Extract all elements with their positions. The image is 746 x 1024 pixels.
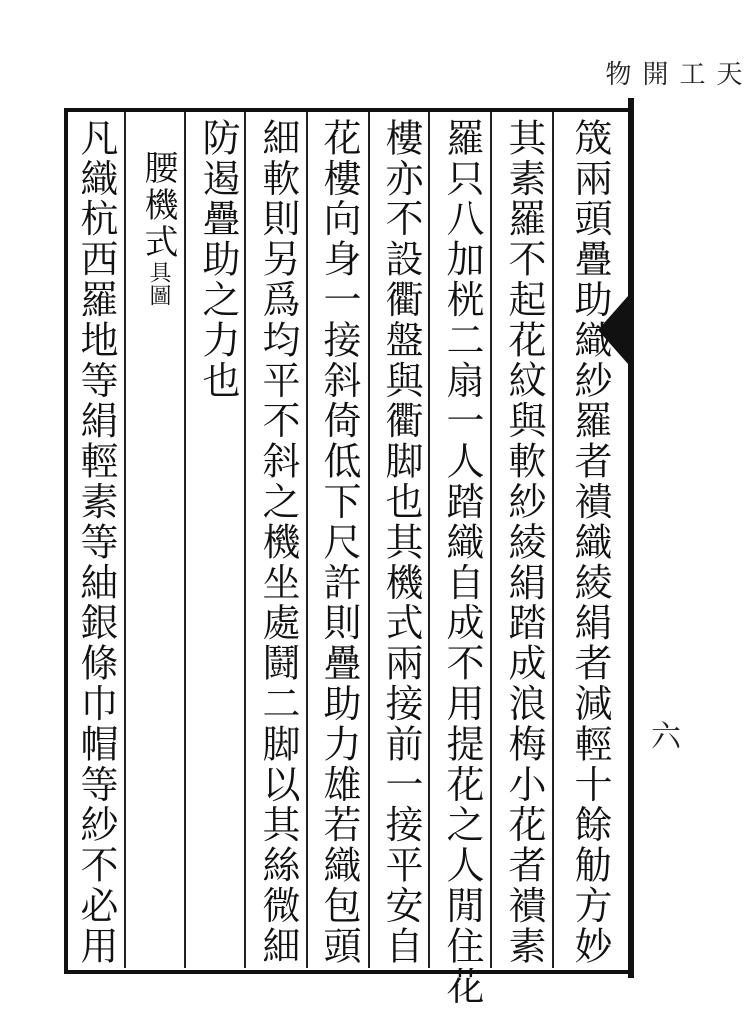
- column-rule: [552, 112, 554, 968]
- text-column-2: 其素羅不起花紋與軟紗綾絹踏成浪梅小花者䙡素: [502, 118, 546, 967]
- section-note: 具圖: [146, 261, 171, 307]
- section-heading: 腰機式: [138, 150, 178, 261]
- text-column-3: 羅只八加桄二扇一人踏織自成不用提花之人閒住花: [440, 118, 484, 1007]
- text-column-1: 筬兩頭疊助織紗羅者䙡織綾絹者減輕十餘觔方妙: [568, 118, 612, 967]
- text-column-5: 花樓向身一接斜倚低下尺許則疊助力雄若織包頭: [317, 118, 361, 967]
- column-rule: [124, 112, 126, 968]
- text-column-6: 細軟則另爲均平不斜之機坐處鬪二脚以其絲微細: [256, 118, 300, 967]
- column-rule: [306, 112, 308, 968]
- column-rule: [490, 112, 492, 968]
- column-rule: [368, 112, 370, 968]
- text-column-4: 樓亦不設衢盤與衢脚也其機式兩接前一接平安自: [379, 118, 423, 967]
- margin-page-number: 六: [645, 720, 680, 750]
- text-column-7: 防遏疊助之力也: [196, 118, 240, 401]
- section-heading-block: [130, 150, 186, 307]
- text-column-last: 凡織杭西羅地等絹輕素等紬銀條巾帽等紗不必用: [74, 118, 118, 967]
- margin-title: 天工開物: [601, 60, 742, 86]
